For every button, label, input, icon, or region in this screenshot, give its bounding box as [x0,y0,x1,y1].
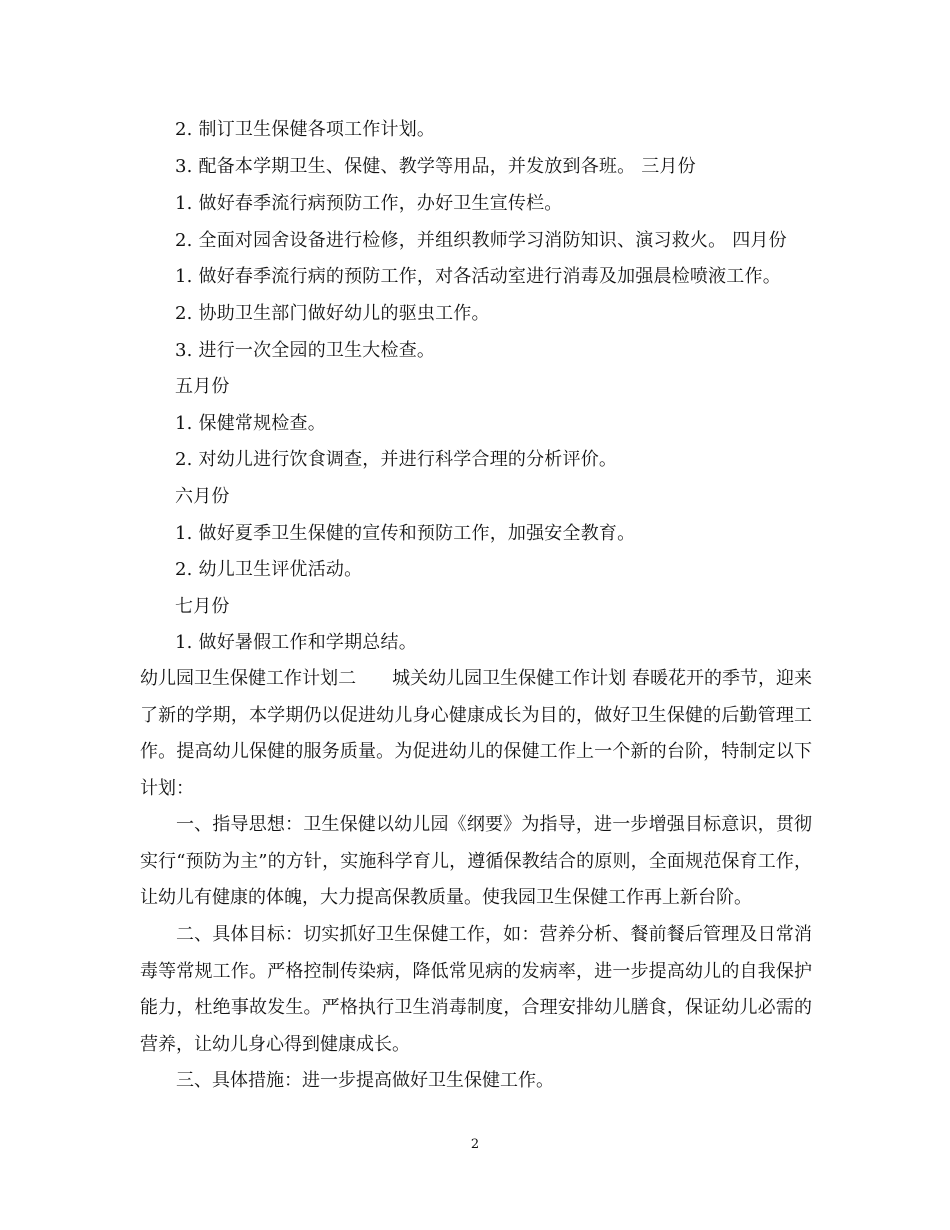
month-heading: 七月份 [175,596,230,617]
plan-item-line: 2. 制订卫生保健各项工作计划。 [175,119,436,140]
plan-item-line: 1. 做好夏季卫生保健的宣传和预防工作，加强安全教育。 [175,523,636,544]
month-heading: 六月份 [175,486,230,507]
specific-measures-paragraph: 三、具体措施：进一步提高做好卫生保健工作。 [176,1070,554,1091]
plan-item-line: 2. 幼儿卫生评优活动。 [175,559,363,580]
plan-item-line: 1. 做好春季流行病预防工作，办好卫生宣传栏。 [175,193,563,214]
plan-item-line: 1. 做好暑假工作和学期总结。 [175,632,417,653]
page-number: 2 [470,1137,480,1152]
plan-item-line: 2. 全面对园舍设备进行检修，并组织教师学习消防知识、演习救火。 四月份 [175,230,787,251]
guiding-ideology-paragraph: 一、指导思想：卫生保健以幼儿园《纲要》为指导，进一步增强目标意识，贯彻实行“预防为主”的方针，实施科学育儿，遵循保教结合的原则，全面规范保育工作，让幼儿有健康的体魄，大力提高保教质量。使我园卫生保健工作再上新台阶。 [140,814,812,908]
plan-item-line: 2. 对幼儿进行饮食调查，并进行科学合理的分析评价。 [175,449,618,470]
plan-two-intro-paragraph: 幼儿园卫生保健工作计划二 城关幼儿园卫生保健工作计划 春暖花开的季节，迎来了新的学期，本学期仍以促进幼儿身心健康成长为目的，做好卫生保健的后勤管理工作。提高幼儿保健的服务质量。为促进幼儿的保健工作上一个新的台阶，特制定以下计划： [140,668,812,799]
specific-goals-paragraph: 二、具体目标：切实抓好卫生保健工作，如：营养分析、餐前餐后管理及日常消毒等常规工作。严格控制传染病，降低常见病的发病率，进一步提高幼儿的自我保护能力，杜绝事故发生。严格执行卫生消毒制度，合理安排幼儿膳食，保证幼儿必需的营养，让幼儿身心得到健康成长。 [140,924,812,1055]
plan-item-line: 2. 协助卫生部门做好幼儿的驱虫工作。 [175,303,490,324]
plan-item-line: 1. 做好春季流行病的预防工作，对各活动室进行消毒及加强晨检喷液工作。 [175,266,781,287]
plan-item-line: 1. 保健常规检查。 [175,413,326,434]
month-heading: 五月份 [175,376,230,397]
plan-item-line: 3. 进行一次全园的卫生大检查。 [175,340,436,361]
plan-item-line: 3. 配备本学期卫生、保健、教学等用品，并发放到各班。 三月份 [175,156,696,177]
